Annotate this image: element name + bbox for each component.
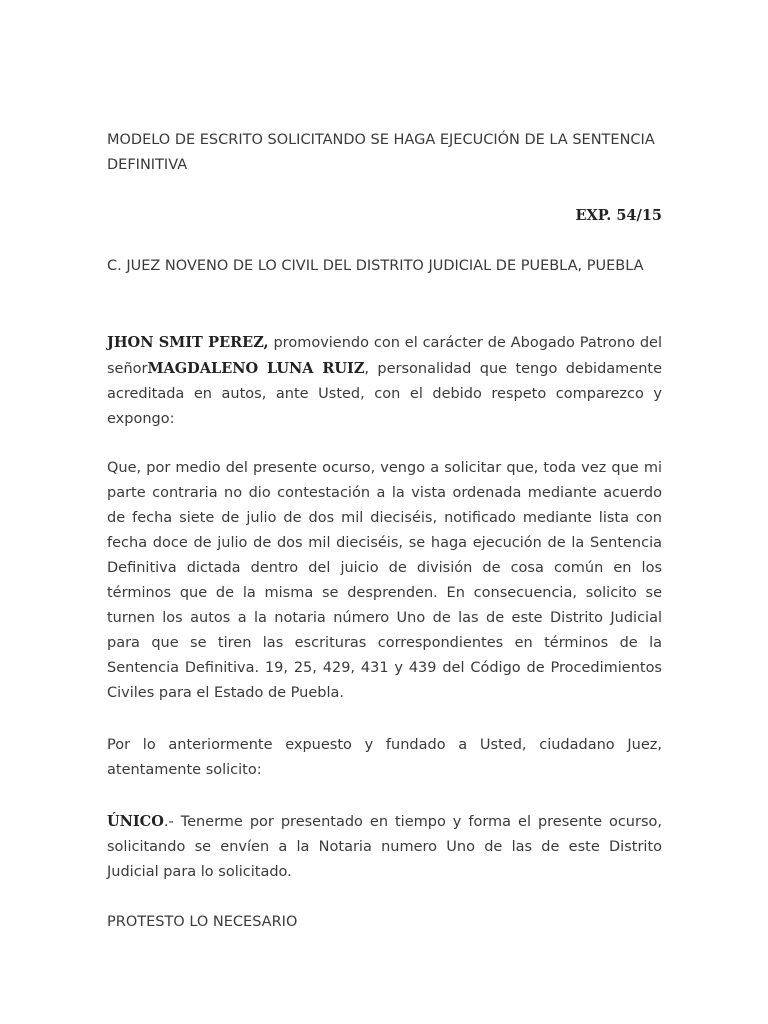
petition-paragraph [107,809,662,885]
petition-text: .- Tenerme por presentado en tiempo y forma el presente ocurso, solicitando se envíen a la Notaria numero Uno de las de este Distrito Judicial para lo solicitado. [107,814,662,880]
attorney-name: JHON SMIT PEREZ, [107,334,269,351]
closing-line: PROTESTO LO NECESARIO [107,914,298,930]
client-name: MAGDALENO LUNA RUIZ [147,360,365,377]
request-intro: Por lo anteriormente expuesto y fundado a Usted, ciudadano Juez, atentamente solicito: [107,737,662,778]
intro-text-1: promoviendo con el carácter de Abogado Patrono del señor [107,335,662,377]
case-number: EXP. 54/15 [575,207,662,224]
body-paragraph: Que, por medio del presente ocurso, vengo a solicitar que, toda vez que mi parte contraria no dio contestación a la vista ordenada mediante acuerdo de fecha siete de julio de dos mil dieciséis, notificado mediante lista con fecha doce de julio de dos mil dieciséis, se haga ejecución de la Sentencia Definitiva dictada dentro del juicio de división de cosa común en los términos que de la misma se desprenden. En consecuencia, solicito se turnen los autos a la notaria número Uno de las de este Distrito Judicial para que se tiren las escrituras correspondientes en términos de la Sentencia Definitiva. 19, 25, 429, 431 y 439 del Código de Procedimientos Civiles para el Estado de Puebla. [107,460,662,701]
addressee: C. JUEZ NOVENO DE LO CIVIL DEL DISTRITO JUDICIAL DE PUEBLA, PUEBLA [107,258,644,274]
document-title: MODELO DE ESCRITO SOLICITANDO SE HAGA EJECUCIÓN DE LA SENTENCIA DEFINITIVA [107,132,655,173]
intro-paragraph [107,330,662,432]
petition-label: ÚNICO [107,813,164,830]
intro-text-2: , personalidad que tengo debidamente acreditada en autos, ante Usted, con el debido respeto comparezco y expongo: [107,361,662,427]
